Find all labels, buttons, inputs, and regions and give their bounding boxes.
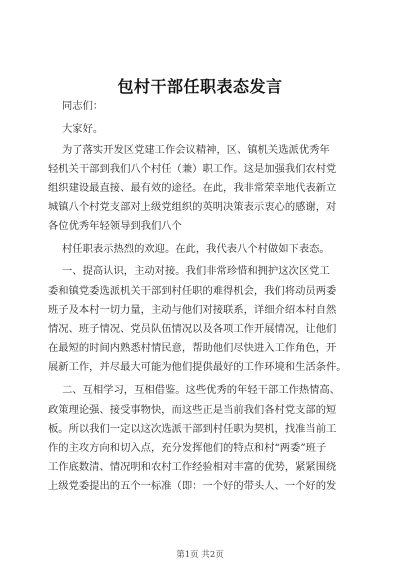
text-line: 板。所以我们一定以这次选派干部到村任职为契机，找准当前工	[48, 423, 337, 435]
text-line: 组织建设最直接、最有效的途径。在此，我非常荣幸地代表新立	[48, 182, 337, 194]
text-line: 二、互相学习，互相借鉴。这些优秀的年轻干部工作热情高、	[62, 384, 341, 396]
text-line: 村任职表示热烈的欢迎。在此，我代表八个村做如下表态。	[62, 243, 330, 255]
text-line: 展新工作，并尽最大可能为他们提供最好的工作环境和生活条件。	[48, 361, 347, 373]
text-line: 一、提高认识，主动对接。我们非常珍惜和拥护这次区党工	[62, 265, 330, 277]
text-line: 各位优秀年轻领导到我们八个	[48, 220, 182, 232]
text-line: 大家好。	[62, 123, 104, 135]
text-line: 委和镇党委选派机关干部到村任职的难得机会，我们将动员两委	[48, 285, 337, 297]
text-line: 为了落实开发区党建工作会议精神，区、镇机关选派优秀年	[62, 144, 330, 156]
text-line: 同志们：	[62, 100, 104, 112]
text-line: 上级党委提出的五个一标准（即：一个好的带头人、一个好的发	[48, 480, 337, 492]
text-line: 作的主攻方向和切入点，充分发挥他们的特点和村“两委”班子	[48, 442, 327, 454]
text-line: 城镇八个村党支部对上级党组织的英明决策表示衷心的感谢，对	[48, 201, 337, 213]
page-footer: 第1页 共2页	[176, 550, 224, 560]
text-line: 情况、班子情况、党员队伍情况以及各项工作开展情况，让他们	[48, 323, 337, 335]
text-line: 在最短的时间内熟悉村情民意，帮助他们尽快进入工作角色，开	[48, 342, 337, 354]
text-line: 轻机关干部到我们八个村任（兼）职工作。这是加强我们农村党	[48, 163, 337, 175]
text-line: 班子及本村一切力量，主动与他们对接联系，详细介绍本村自然	[48, 304, 337, 316]
text-line: 工作底数清、情况明和农村工作经验相对丰富的优势，紧紧围绕	[48, 461, 337, 473]
text-line: 政策理论强、接受事物快，而这些正是当前我们各村党支部的短	[48, 404, 337, 416]
page-title: 包村干部任职表态发言	[117, 77, 283, 96]
